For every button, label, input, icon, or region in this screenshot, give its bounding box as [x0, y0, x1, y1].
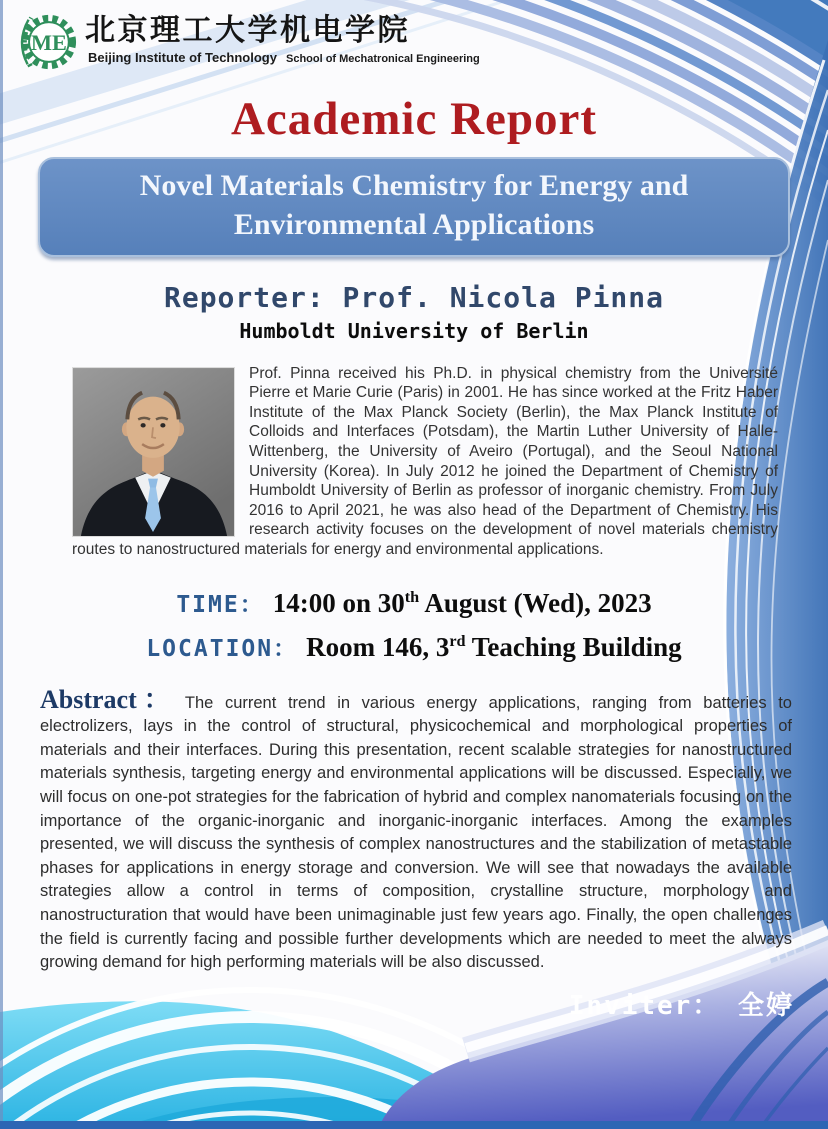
schedule-block: [0, 586, 828, 663]
institute-header: [0, 0, 828, 88]
time-ordinal-suffix: th: [404, 587, 420, 606]
inviter-line: Inviter： 全婷: [568, 990, 794, 1021]
institute-name-en: Beijing Institute of Technology: [88, 49, 277, 65]
abstract-label: Abstract：: [40, 684, 177, 714]
location-ordinal-suffix: rd: [449, 631, 466, 650]
school-name-en: School of Mechatronical Engineering: [285, 52, 480, 65]
location-label: LOCATION：: [146, 635, 299, 662]
svg-text:ME: ME: [30, 29, 67, 55]
school-logo-icon: [14, 10, 78, 74]
abstract-text: The current trend in various energy applications, ranging from batteries to electrolizers, lays in the control of structural, physicochemical and morphological properties of materials and their interfaces. During this presentation, recent scalable strategies for nanostructured materials synthesis, targeting energy and environmental applications will be discussed. Especially, we will focus on one-pot strategies for the fabrication of hybrid and complex nanomaterials focusing on the importance of the organic-inorganic and inorganic-inorganic interfaces. Among the examples presented, we will discuss the synthesis of complex nanostructures and the stabilization of metastable phases for applications in energy storage and conversion. We will see that nowadays the available strategies allow a control in terms of composition, crystalline structure, morphology and nanostructuration that would have been unimaginable just few years ago. Finally, the open challenges the field is currently facing and possible further developments which are needed to meet the always growing demand for high performing materials will be also discussed.: [40, 693, 792, 972]
talk-title-box: [38, 157, 790, 257]
speaker-bio-text: Prof. Pinna received his Ph.D. in physical chemistry from the Université Pierre et Marie Curie (Paris) in 2001. He has since worked at the Fritz Haber Institute of the Max Planck Society (Berlin), the Max Planck Institute of Colloids and Interfaces (Potsdam), the Martin Luther University of Halle-Wittenberg, the University of Aveiro (Portugal), and the Seoul National University (Korea). In July 2012 he joined the Department of Chemistry of Humboldt University of Berlin as professor of inorganic chemistry. From July 2016 to April 2021, he was also head of the Department of Chemistry. His research activity focuses on the development of novel materials chemistry routes to nanostructured materials for energy and environmental applications.: [72, 364, 778, 559]
talk-title-line2: Environmental Applications: [233, 207, 595, 241]
time-value-rest: August (Wed), 2023: [419, 587, 652, 618]
report-banner-title: Academic Report: [230, 93, 598, 145]
location-value-rest: Teaching Building: [465, 631, 682, 662]
location-value: Room 146, 3: [306, 631, 450, 662]
reporter-line: Reporter: Prof. Nicola Pinna: [163, 280, 664, 314]
location-row: [0, 630, 828, 663]
talk-title-line1: Novel Materials Chemistry for Energy and: [139, 168, 689, 202]
time-label: TIME：: [176, 591, 265, 618]
speaker-bio: [72, 364, 778, 560]
abstract-block: [40, 684, 792, 975]
time-value: 14:00 on 30: [272, 587, 405, 618]
speaker-photo: [72, 367, 235, 537]
institute-name-cn: 北京理工大学机电学院: [85, 14, 410, 47]
time-row: [0, 586, 828, 619]
speaker-affiliation: Humboldt University of Berlin: [239, 318, 589, 343]
